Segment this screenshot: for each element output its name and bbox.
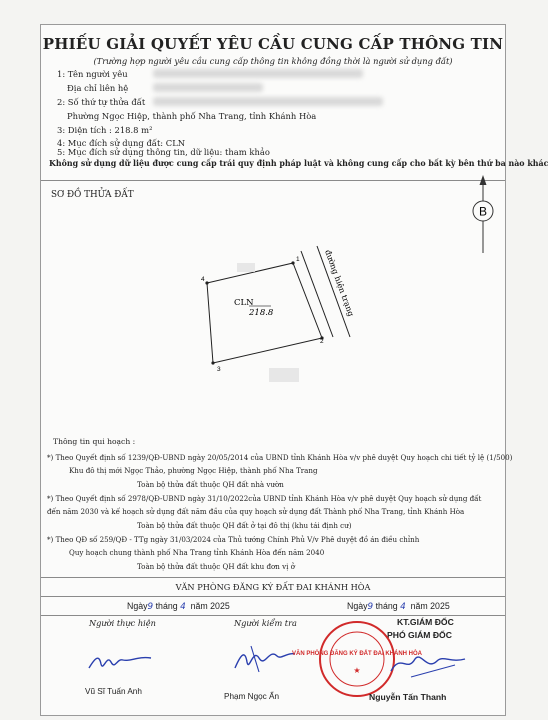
info-parcel-number: 2: Số thứ tự thửa đất [57,97,146,107]
planning-note: Quy hoạch chung thành phố Nha Trang tỉnh Khánh Hòa đến năm 2040 [69,548,325,557]
planning-note: *) Theo QĐ số 259/QĐ - TTg ngày 31/03/2024 của Thủ tướng Chính Phủ V/v Phê duyệt đồ án điều chỉnh [47,535,420,544]
parcel-map [41,25,548,425]
road-label: đường hiện trạng [323,248,356,318]
redacted-mark [237,263,255,272]
vertex-label: 3 [217,366,221,373]
vertex-label: 4 [201,276,205,283]
checker-name: Phạm Ngọc Ẩn [224,692,280,701]
divider [41,577,505,578]
compass-icon [473,175,493,253]
document-subtitle: (Trường hợp người yêu cầu cung cấp thông tin không đồng thời là người sử dụng đất) [93,56,453,66]
deputy-director-title: PHÓ GIÁM ĐỐC [387,630,452,640]
divider [41,615,505,616]
director-name: Nguyễn Tấn Thanh [369,692,447,702]
usage-warning: Không sử dụng dữ liệu được cung cấp trái quy định pháp luật và không cung cấp cho bất kỳ bên thứ ba nào khác [49,159,548,168]
parcel-code: CLN [234,298,254,308]
parcel-area: 218.8 [249,308,274,318]
planning-note: Toàn bộ thửa đất thuộc QH đất khu đơn vị ở [137,562,295,571]
performer-role: Người thực hiện [89,618,156,628]
stamp-text: VĂN PHÒNG ĐĂNG KÝ ĐẤT ĐAI KHÁNH HÒA [291,651,423,657]
date-right: Ngày9 tháng 4 năm 2025 [347,601,450,612]
planning-note: *) Theo Quyết định số 2978/QĐ-UBND ngày 31/10/2022của UBND tỉnh Khánh Hòa v/v phê duyệt Quy hoạch sử dụng đất [47,494,482,503]
compass-letter: B [478,204,488,219]
document-title: PHIẾU GIẢI QUYẾT YÊU CẦU CUNG CẤP THÔNG TIN [42,35,504,53]
vertex-label: 1 [296,256,300,263]
redacted-mark [269,368,299,382]
planning-note: *) Theo Quyết định số 1239/QĐ-UBND ngày 20/05/2014 của UBND tỉnh Khánh Hòa v/v phê duyệt Quy hoạch chi tiết tỷ lệ (1/500) [47,453,513,462]
map-section-title: SƠ ĐỒ THỬA ĐẤT [51,190,134,200]
info-purpose: 5: Mục đích sử dụng thông tin, dữ liệu: tham khảo [57,147,270,157]
office-name: VĂN PHÒNG ĐĂNG KÝ ĐẤT ĐAI KHÁNH HÒA [175,582,371,592]
performer-name: Vũ Sĩ Tuấn Anh [85,687,142,696]
info-land-use: 4: Mục đích sử dụng đất: CLN [57,138,186,148]
planning-note: Toàn bộ thửa đất thuộc QH đất ở tại đô thị (khu tái định cư) [137,521,352,530]
date-left: Ngày9 tháng 4 năm 2025 [127,601,230,612]
vertex-label: 2 [320,338,324,345]
planning-note: đến năm 2030 và kế hoạch sử dụng đất năm đầu của quy hoạch sử dụng đất Thành phố Nha Trang, tỉnh Khánh Hòa [47,507,465,516]
document-sheet [40,24,548,716]
signature-checker [229,638,319,678]
checker-role: Người kiểm tra [234,618,297,628]
info-area: 3: Diện tích : 218.8 m² [57,125,153,135]
divider [41,596,505,597]
info-address: Địa chỉ liên hệ [67,83,129,93]
planning-info-title: Thông tin qui hoạch : [53,437,136,446]
signature-performer [81,640,171,680]
planning-note: Khu đô thị mới Ngọc Thảo, phường Ngọc Hiệp, thành phố Nha Trang [69,466,318,475]
info-requester: 1: Tên người yêu [57,69,128,79]
planning-note: Toàn bộ thửa đất thuộc QH đất nhà vườn [137,480,284,489]
svg-text:★: ★ [353,666,361,675]
info-parcel-location: Phường Ngọc Hiệp, thành phố Nha Trang, tỉnh Khánh Hòa [67,111,317,121]
director-title: KT.GIÁM ĐỐC [397,617,454,627]
signature-director [381,643,481,683]
